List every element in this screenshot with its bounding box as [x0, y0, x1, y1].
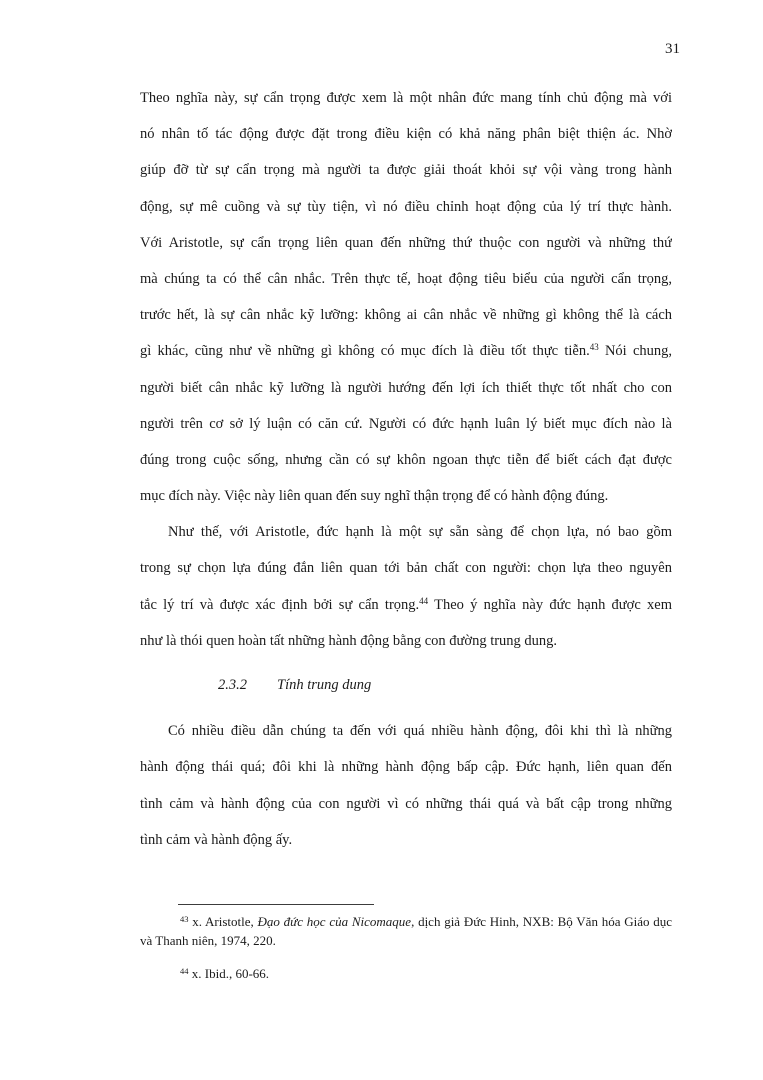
text-run: động, sự mê cuồng và sự tùy tiện, vì nó điều chỉnh hoạt động của lý trí thực hành.	[140, 198, 672, 215]
text-run: Nói chung,	[598, 343, 672, 360]
footnote-ref: 43	[180, 913, 189, 924]
text-line	[140, 80, 672, 116]
text-run: mà chúng ta có thể cân nhắc. Trên thực tế, hoạt động tiêu biểu của người cẩn trọng,	[140, 270, 672, 287]
text-line	[140, 116, 672, 152]
paragraph-2	[140, 514, 672, 659]
section-heading	[140, 667, 672, 703]
text-line	[140, 152, 672, 188]
footnote-43	[140, 912, 672, 950]
paragraph-3	[140, 713, 672, 858]
text-run: tình cảm và hành động ấy.	[140, 831, 293, 848]
text-line	[140, 713, 672, 749]
text-line	[140, 189, 672, 225]
text-run: x. Ibid., 60-66.	[188, 965, 270, 981]
text-line	[140, 587, 672, 623]
footnote-44	[140, 964, 672, 983]
text-run: giúp đỡ từ sự cẩn trọng mà người ta được giải thoát khỏi sự vội vàng trong hành	[140, 162, 672, 179]
text-run: trước hết, là sự cân nhắc kỹ lưỡng: không ai cân nhắc về những gì không thể là cách	[140, 307, 672, 324]
section-number: 2.3.2	[218, 677, 247, 693]
text-run: đúng trong cuộc sống, nhưng cần có sự khôn ngoan thực tiễn để biết cách đạt được	[140, 451, 672, 468]
footnotes-list	[140, 912, 672, 983]
text-run: gì khác, cũng như về những gì không có mục đích là điều tốt thực tiễn.	[140, 343, 590, 360]
text-line	[140, 442, 672, 478]
text-line	[140, 931, 672, 950]
text-line	[140, 749, 672, 785]
text-run: , dịch giả Đức Hinh, NXB: Bộ Văn hóa Giáo dục	[411, 913, 672, 929]
text-line	[140, 261, 672, 297]
paragraph-1	[140, 80, 672, 514]
footnote-ref: 43	[589, 342, 599, 353]
section-title: Tính trung dung	[277, 677, 372, 693]
text-column	[140, 80, 672, 983]
text-line	[140, 623, 672, 659]
footnote-ref: 44	[419, 595, 429, 606]
text-line	[140, 786, 672, 822]
text-run: tắc lý trí và được xác định bởi sự cẩn trọng.	[140, 596, 420, 613]
text-run: Theo ý nghĩa này đức hạnh được xem	[428, 596, 672, 613]
text-run: như là thói quen hoàn tất những hành động bằng con đường trung dung.	[140, 632, 558, 649]
text-line	[140, 370, 672, 406]
text-run: người biết cân nhắc kỹ lưỡng là người hướng đến lợi ích thiết thực tốt nhất cho con	[140, 379, 672, 396]
text-line	[140, 514, 672, 550]
footnote-separator	[178, 904, 374, 905]
text-line	[140, 478, 672, 514]
text-line	[140, 550, 672, 586]
text-run: trong sự chọn lựa đúng đắn liên quan tới bản chất con người: chọn lựa theo nguyên	[140, 560, 672, 577]
text-run: nó nhân tố tác động được đặt trong điều kiện có khả năng phân biệt thiện ác. Nhờ	[140, 126, 672, 143]
text-line	[140, 964, 672, 983]
page-number: 31	[665, 41, 680, 57]
text-run: người trên cơ sở lý luận có căn cứ. Người có đức hạnh luân lý biết mục đích nào là	[140, 415, 672, 432]
text-line	[140, 225, 672, 261]
text-run: mục đích này. Việc này liên quan đến suy nghĩ thận trọng để có hành động đúng.	[140, 488, 609, 505]
text-run: và Thanh niên, 1974, 220.	[140, 932, 276, 948]
text-run: Theo nghĩa này, sự cẩn trọng được xem là một nhân đức mang tính chủ động mà với	[140, 90, 672, 106]
footnotes-section	[140, 904, 672, 983]
text-line	[140, 333, 672, 369]
text-line	[140, 406, 672, 442]
text-line	[140, 297, 672, 333]
text-run: x. Aristotle,	[188, 913, 258, 929]
text-run: Có nhiều điều dẫn chúng ta đến với quá nhiều hành động, đôi khi thì là những	[168, 723, 672, 740]
footnote-ref: 44	[180, 965, 189, 976]
text-run: hành động thái quá; đôi khi là những hành động bấp cập. Đức hạnh, liên quan đến	[140, 759, 672, 776]
text-run: tình cảm và hành động của con người vì có những thái quá và bất cập trong những	[140, 795, 672, 812]
text-line	[140, 912, 672, 931]
text-line	[140, 822, 672, 858]
text-run: Với Aristotle, sự cẩn trọng liên quan đến những thứ thuộc con người và những thứ	[140, 234, 672, 251]
italic-text: Đạo đức học của Nicomaque	[257, 913, 412, 929]
text-run: Như thế, với Aristotle, đức hạnh là một sự sẵn sàng để chọn lựa, nó bao gồm	[168, 524, 672, 541]
